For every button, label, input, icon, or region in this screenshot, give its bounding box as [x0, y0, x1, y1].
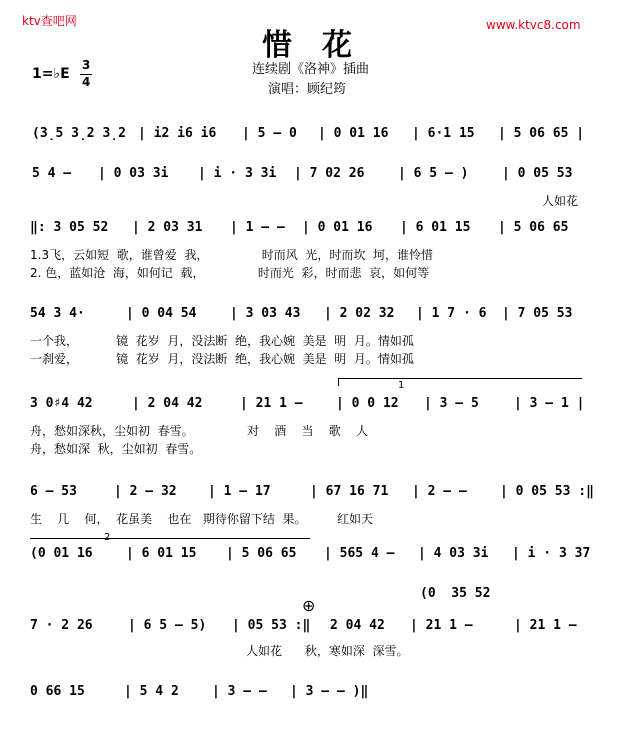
song-subtitle: 连续剧《洛神》插曲 [252, 62, 370, 77]
lyric-text: 人如花 秋，寒如深 深雪。 [246, 644, 409, 658]
measure: 54 3 4· [30, 306, 85, 321]
measure: | 6·1 15 [412, 126, 475, 141]
measure: 2 04 42 [330, 618, 385, 633]
measure: | 2 – 32 [114, 484, 177, 499]
measure: | 0 05 53 [502, 166, 573, 181]
measure: | 21 1 – [514, 618, 577, 633]
notation-row [0, 684, 637, 706]
measure: | 1 – 17 [208, 484, 271, 499]
singer-credit: 演唱：顾纪筠 [268, 82, 347, 97]
measure: | 5 – 0 [242, 126, 297, 141]
measure: | 2 03 31 [132, 220, 203, 235]
measure: | 3 – – [212, 684, 267, 699]
measure: | 0 01 16 [302, 220, 373, 235]
measure: | 3 – 1 | [514, 396, 585, 411]
second-ending-bracket [30, 538, 310, 539]
measure: | 2 – – [412, 484, 467, 499]
lyric-text: 一刹爱， 镜 花岁 月，没法断 绝，我心婉 美是 明 月。情如孤 [30, 352, 414, 366]
measure: | 21 1 – [410, 618, 473, 633]
measure: ‖: 3 05 52 [30, 220, 109, 235]
measure: | 0 04 54 [126, 306, 197, 321]
measure: | 0 03 3i [98, 166, 169, 181]
lyric-text: 1.3飞，云如短 歌，谁曾爱 我， 时而风 光，时而坎 坷，谁怜惜 [30, 248, 434, 262]
measure: | 21 1 – [240, 396, 303, 411]
measure: | 7 02 26 [294, 166, 365, 181]
measure: | 3 03 43 [230, 306, 301, 321]
first-ending-bracket [338, 378, 582, 379]
watermark-left: ktv查吧网 [22, 14, 77, 28]
lyric-row [0, 332, 637, 348]
lyric-row [0, 510, 637, 526]
measure: | 5 06 65 [226, 546, 297, 561]
lyric-row [0, 422, 637, 438]
measure: 3 0♯4 42 [30, 396, 93, 411]
lyric-text: 舟，愁如深 秋，尘如初 春雪。 [30, 442, 202, 456]
measure: 7 · 2 26 [30, 618, 93, 633]
measure: 6 – 53 [30, 484, 77, 499]
measure: (0 35 52 [420, 586, 491, 601]
measure: | 3 – 5 [424, 396, 479, 411]
measure: | 1 7 · 6 [416, 306, 487, 321]
measure: | 6 01 15 [400, 220, 471, 235]
time-signature-top: 3 [82, 58, 91, 72]
lyric-row [0, 264, 637, 280]
lyric-row [0, 440, 637, 456]
lyric-text: 舟，愁如深秋，尘如初 春雪。 对 酒 当 歌 人 [30, 424, 369, 438]
measure: | 7 05 53 [502, 306, 573, 321]
measure: | 5 06 65 | [498, 126, 585, 141]
measure: | 67 16 71 [310, 484, 389, 499]
measure: | 4 03 3i [418, 546, 489, 561]
first-ending-bracket-hook [338, 378, 339, 386]
measure: | 5 06 65 [498, 220, 569, 235]
notation-row [0, 306, 637, 328]
lyric-text: 一个我， 镜 花岁 月，没法断 绝，我心婉 美是 明 月。情如孤 [30, 334, 414, 348]
lyric-text: 人如花 [542, 194, 579, 208]
lyric-row [0, 350, 637, 366]
measure: | 0 05 53 :‖ [500, 484, 594, 499]
measure: | i · 3 37 [512, 546, 591, 561]
measure: (3̣5 3̣2 3̣2 [32, 126, 126, 141]
measure: | 6 5 – 5) [128, 618, 207, 633]
measure: (0 01 16 [30, 546, 93, 561]
notation-row [0, 220, 637, 242]
song-title: 惜花 [262, 28, 382, 63]
measure: | 565 4 – [324, 546, 395, 561]
key-signature: 1=♭E [32, 66, 70, 82]
second-ending-number: 2 [104, 532, 111, 543]
measure: | 6 01 15 [126, 546, 197, 561]
measure: | 5 4 2 [124, 684, 179, 699]
measure: 5 4 – [32, 166, 72, 181]
lyric-row [0, 246, 637, 262]
notation-row [0, 546, 637, 568]
measure: | i2 i6 i6 [138, 126, 217, 141]
notation-row [0, 586, 637, 608]
measure: | i · 3 3i [198, 166, 277, 181]
measure: | 1 – – [230, 220, 285, 235]
notation-row [0, 166, 637, 188]
measure: 0 66 15 [30, 684, 85, 699]
first-ending-number: 1 [398, 380, 405, 391]
notation-row [0, 396, 637, 418]
lyric-text: 2. 色，蓝如沧 海，如何记 载， 时而光 彩，时而悲 哀，如何等 [30, 266, 430, 280]
lyric-row [0, 642, 637, 658]
notation-row [0, 618, 637, 640]
measure: | 2 04 42 [132, 396, 203, 411]
measure: | 0 01 16 [318, 126, 389, 141]
coda-sign: ⊕ [302, 596, 316, 615]
watermark-right: www.ktvc8.com [486, 18, 581, 32]
notation-row [0, 484, 637, 506]
notation-row [0, 126, 637, 148]
measure: | 0 0 12 [336, 396, 399, 411]
time-signature-bottom: 4 [82, 75, 91, 89]
measure: | 2 02 32 [324, 306, 395, 321]
lyric-row [0, 192, 637, 208]
lyric-text: 生 几 何， 花虽美 也在 期待你留下结 果。 红如天 [30, 512, 373, 526]
measure: | 6 5 – ) [398, 166, 469, 181]
measure: | 3 – – )‖ [290, 684, 369, 699]
measure: | 05 53 :‖ [232, 618, 311, 633]
